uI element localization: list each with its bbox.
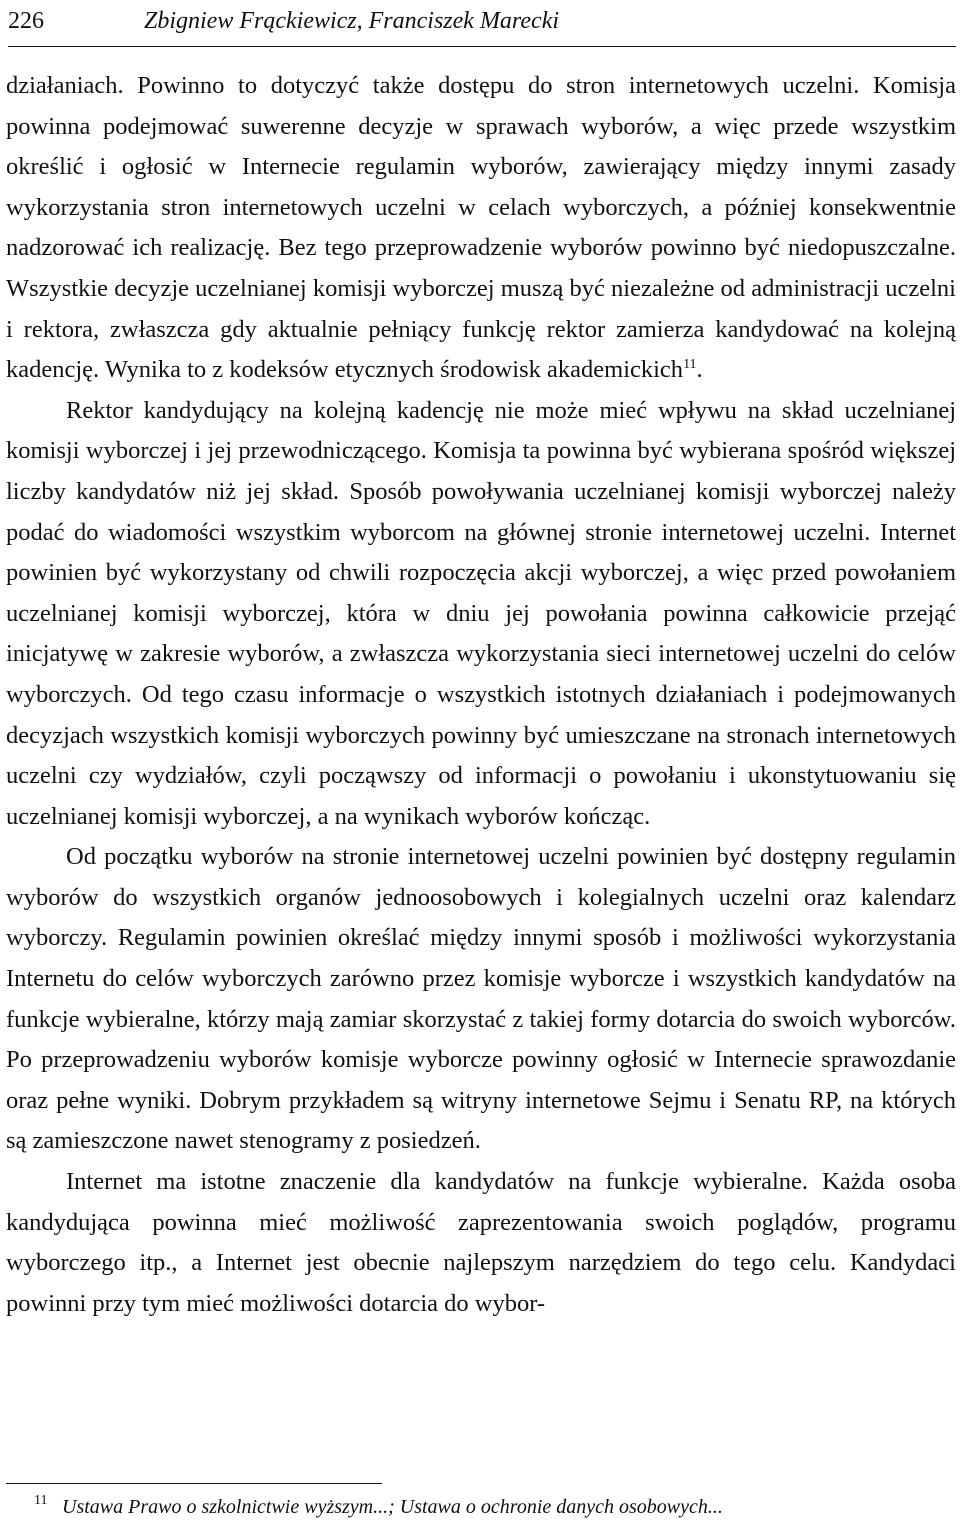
- page-number: 226: [8, 8, 44, 34]
- footnote: [34, 1493, 956, 1520]
- paragraph-2: Rektor kandydujący na kolejną kadencję nie może mieć wpływu na skład uczelnianej komisji wyborczej i jej przewodniczącego. Komisja ta powinna być wybierana spośród większej liczby kandydatów niż jej skład. Sposób powoływania uczelnianej komisji wyborczej należy podać do wiadomości wszystkim wyborcom na głównej stronie internetowej uczelni. Internet powinien być wykorzystany od chwili rozpoczęcia akcji wyborczej, a więc przed powołaniem uczelnianej komisji wyborczej, która w dniu jej powołania powinna całkowicie przejąć inicjatywę w zakresie wyborów, a zwłaszcza wykorzystania sieci internetowej uczelni do celów wyborczych. Od tego czasu informacje o wszystkich istotnych działaniach i podejmowanych decyzjach wszystkich komisji wyborczych powinny być umieszczane na stronach internetowych uczelni czy wydziałów, czyli począwszy od informacji o powołaniu i ukonstytuowaniu się uczelnianej komisji wyborczej, a na wynikach wyborów kończąc.: [6, 396, 956, 830]
- paragraph-1-end: .: [696, 356, 703, 384]
- page-header: [8, 2, 956, 47]
- paragraph-1: [6, 66, 956, 391]
- paragraph-1-text: działaniach. Powinno to dotyczyć także dostępu do stron internetowych uczelni. Komisja powinna podejmować suwerenne decyzje w sprawach wyborów, a więc przede wszystkim określić i ogłosić w Internecie regulamin wyborów, zawierający między innymi zasady wykorzystania stron internetowych uczelni w celach wyborczych, a później konsekwentnie nadzorować ich realizację. Bez tego przeprowadzenie wyborów powinno być niedopuszczalne. Wszystkie decyzje uczelnianej komisji wyborczej muszą być niezależne od administracji uczelni i rektora, zwłaszcza gdy aktualnie pełniący funkcję rektor zamierza kandydować na kolejną kadencję. Wynika to z kodeksów etycznych środowisk akademickich: [6, 72, 956, 384]
- footnote-marker: 11: [34, 1493, 48, 1508]
- footnote-divider: [6, 1483, 382, 1484]
- footnote-reference[interactable]: 11: [683, 357, 697, 372]
- body-text: [6, 66, 956, 1324]
- running-head-authors: Zbigniew Frąckiewicz, Franciszek Marecki: [144, 8, 560, 34]
- footnote-text: Ustawa Prawo o szkolnictwie wyższym...; Ustawa o ochronie danych osobowych...: [62, 1496, 723, 1518]
- paragraph-3: Od początku wyborów na stronie internetowej uczelni powinien być dostępny regulamin wyborów do wszystkich organów jednoosobowych i kolegialnych uczelni oraz kalendarz wyborczy. Regulamin powinien określać między innymi sposób i możliwości wykorzystania Internetu do celów wyborczych zarówno przez komisje wyborcze i wszystkich kandydatów na funkcje wybieralne, którzy mają zamiar skorzystać z takiej formy dotarcia do swoich wyborców. Po przeprowadzeniu wyborów komisje wyborcze powinny ogłosić w Internecie sprawozdanie oraz pełne wyniki. Dobrym przykładem są witryny internetowe Sejmu i Senatu RP, na których są zamieszczone nawet stenogramy z posiedzeń.: [6, 843, 956, 1155]
- paragraph-4: Internet ma istotne znaczenie dla kandydatów na funkcje wybieralne. Każda osoba kandydująca powinna mieć możliwość zaprezentowania swoich poglądów, programu wyborczego itp., a Internet jest obecnie najlepszym narzędziem do tego celu. Kandydaci powinni przy tym mieć możliwości dotarcia do wybor-: [6, 1168, 956, 1317]
